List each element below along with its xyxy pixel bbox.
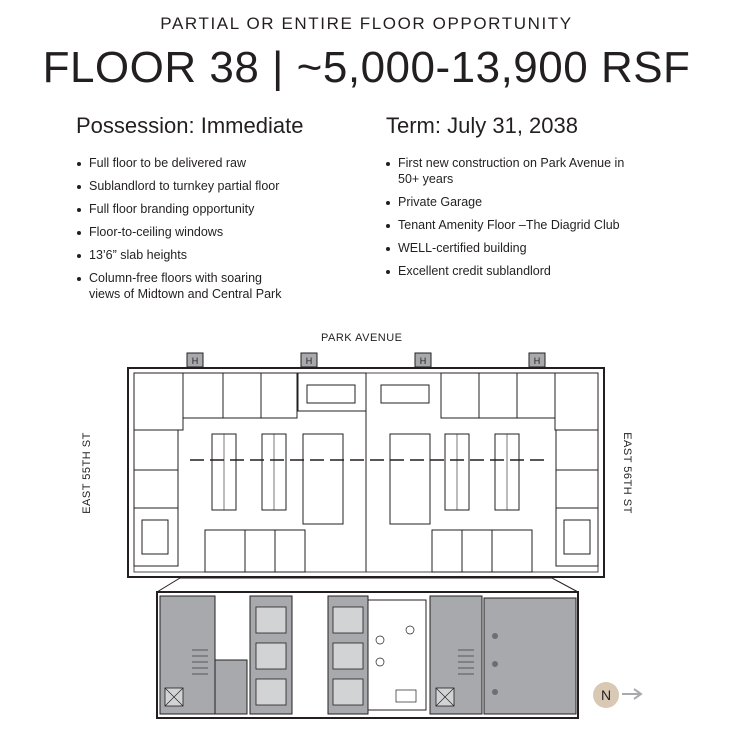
east-meeting-table — [564, 520, 590, 554]
list-item: Full floor to be delivered raw — [76, 156, 316, 172]
north-badge: N — [593, 682, 619, 708]
list-item: Column-free floors with soaring views of Midtown and Central Park — [76, 271, 294, 302]
list-item: First new construction on Park Avenue in 50+ years — [385, 156, 628, 187]
page-title: FLOOR 38 | ~5,000-13,900 RSF — [42, 43, 691, 92]
park-avenue-label: PARK AVENUE — [321, 332, 403, 344]
page-kicker: PARTIAL OR ENTIRE FLOOR OPPORTUNITY — [160, 14, 573, 33]
north-arrow-icon — [622, 689, 641, 699]
conference-table — [307, 385, 355, 403]
conference-table — [381, 385, 429, 403]
possession-heading: Possession: Immediate — [76, 113, 304, 138]
column-marker-label: H — [419, 356, 427, 366]
column-marker-label: H — [533, 356, 541, 366]
east-56th-label: EAST 56TH ST — [620, 432, 633, 514]
north-offices — [183, 373, 555, 418]
term-heading: Term: July 31, 2038 — [386, 113, 578, 138]
west-meeting-table — [142, 520, 168, 554]
east-55th-label: EAST 55TH ST — [80, 432, 93, 514]
column-marker-label: H — [191, 356, 199, 366]
restrooms — [368, 600, 426, 710]
column-markers — [187, 353, 545, 367]
list-item: Tenant Amenity Floor –The Diagrid Club — [385, 218, 645, 234]
list-item: Full floor branding opportunity — [76, 202, 316, 218]
mechanical-room — [484, 598, 576, 714]
list-item: WELL-certified building — [385, 241, 645, 257]
column-marker-label: H — [305, 356, 313, 366]
list-item: Sublandlord to turnkey partial floor — [76, 179, 316, 195]
list-item: 13’6” slab heights — [76, 248, 316, 264]
list-item: Floor-to-ceiling windows — [76, 225, 316, 241]
south-offices — [205, 530, 532, 572]
service-core — [215, 660, 247, 714]
list-item: Excellent credit sublandlord — [385, 264, 645, 280]
list-item: Private Garage — [385, 195, 645, 211]
core-transition — [157, 578, 578, 592]
